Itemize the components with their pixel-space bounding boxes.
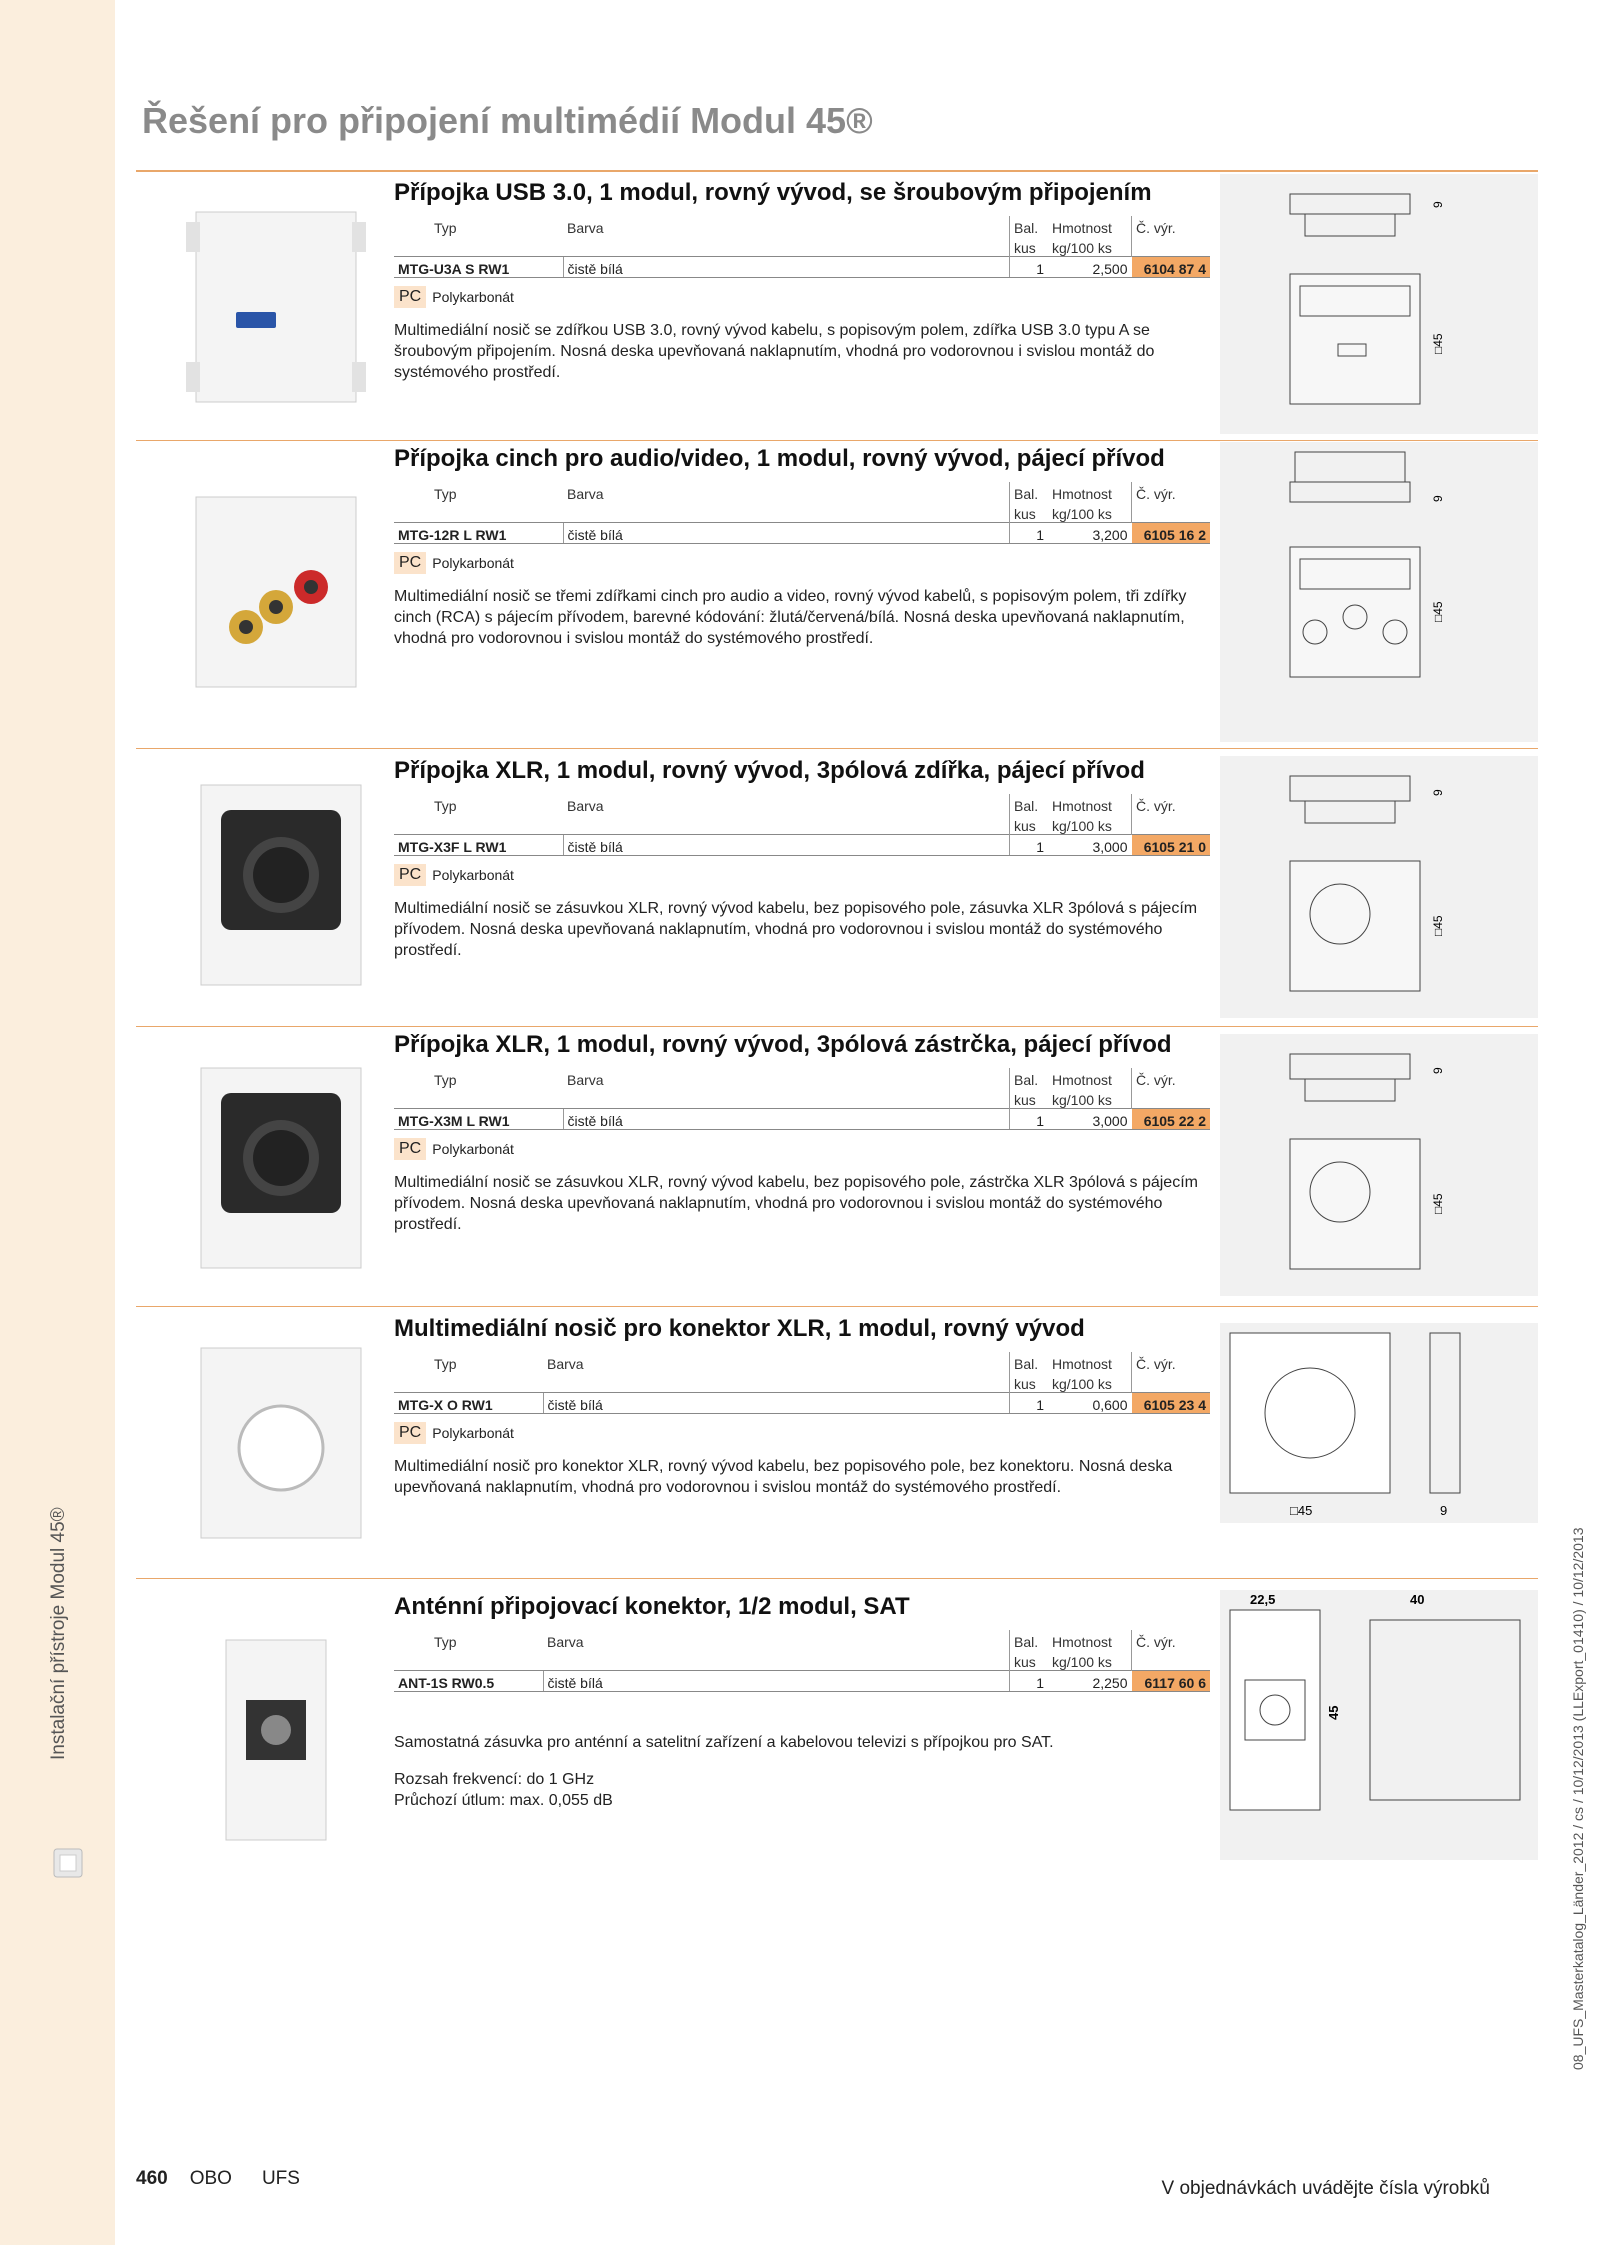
series: UFS bbox=[261, 2168, 300, 2189]
material-row: PC Polykarbonát bbox=[394, 552, 1210, 574]
product-photo-usb bbox=[166, 202, 396, 422]
product-heading: Přípojka XLR, 1 modul, rovný vývod, 3pólová zdířka, pájecí přívod bbox=[394, 757, 1145, 784]
product-section bbox=[136, 442, 1538, 750]
svg-text:□45: □45 bbox=[1431, 601, 1445, 622]
left-margin-strip bbox=[0, 0, 115, 2245]
product-code: MTG-X3F L RW1 bbox=[394, 835, 563, 856]
svg-text:22,5: 22,5 bbox=[1250, 1592, 1276, 1607]
product-photo-xlr-carrier bbox=[166, 1338, 396, 1558]
product-heading: Anténní připojovací konektor, 1/2 modul, SAT bbox=[394, 1593, 910, 1620]
product-section bbox=[136, 1028, 1538, 1308]
section-divider bbox=[136, 440, 1538, 441]
svg-text:45: 45 bbox=[1326, 1705, 1341, 1720]
technical-drawing-antenna bbox=[1220, 1590, 1538, 1860]
svg-text:9: 9 bbox=[1431, 495, 1445, 502]
order-number: 6105 21 0 bbox=[1132, 835, 1211, 856]
section-divider bbox=[136, 1026, 1538, 1027]
svg-text:□45: □45 bbox=[1290, 1503, 1313, 1518]
frequency-range: Rozsah frekvencí: do 1 GHz bbox=[394, 1771, 595, 1788]
technical-drawing-cinch bbox=[1220, 442, 1538, 742]
product-section bbox=[136, 750, 1538, 1028]
technical-drawing-usb bbox=[1220, 174, 1538, 434]
svg-text:□45: □45 bbox=[1431, 333, 1445, 354]
spec-table: Typ Barva Bal. Hmotnost Č. výr. kus kg/100 ks MTG-U3A S RW1 čistě bílá 1 2,500 6104 87 4 bbox=[394, 216, 1210, 278]
product-code: ANT-1S RW0.5 bbox=[394, 1671, 543, 1692]
product-description: Samostatná zásuvka pro anténní a satelitní zařízení a kabelovou televizi s přípojkou pro SAT. bbox=[394, 1734, 1054, 1751]
section-divider bbox=[136, 1578, 1538, 1579]
product-code: MTG-X O RW1 bbox=[394, 1393, 543, 1414]
material-row: PC Polykarbonát bbox=[394, 864, 1210, 886]
product-code: MTG-12R L RW1 bbox=[394, 523, 563, 544]
product-photo-antenna bbox=[166, 1630, 396, 1860]
order-number: 6105 23 4 bbox=[1132, 1393, 1211, 1414]
technical-drawing-xlr-male bbox=[1220, 1034, 1538, 1296]
page-number: 460 bbox=[136, 2168, 168, 2189]
svg-text:9: 9 bbox=[1431, 789, 1445, 796]
technical-drawing-xlr-female bbox=[1220, 756, 1538, 1018]
product-description: Multimediální nosič pro konektor XLR, rovný vývod kabelu, bez popisového pole, bez konektoru. Nosná deska upevňovaná naklapnutím, vhodná pro vodorovnou i svislou montáž do systémového prostředí. bbox=[394, 1458, 1173, 1496]
brand: OBO bbox=[189, 2168, 232, 2189]
section-divider bbox=[136, 748, 1538, 749]
page-title: Řešení pro připojení multimédií Modul 45® bbox=[142, 100, 873, 141]
product-photo-xlr-male bbox=[166, 1058, 396, 1288]
product-code: MTG-X3M L RW1 bbox=[394, 1109, 563, 1130]
product-section bbox=[136, 1308, 1538, 1580]
side-chapter-label: Instalační přístroje Modul 45® bbox=[48, 1507, 69, 1760]
svg-text:9: 9 bbox=[1431, 201, 1445, 208]
technical-drawing-xlr-carrier bbox=[1220, 1323, 1538, 1523]
order-number: 6104 87 4 bbox=[1132, 257, 1211, 278]
product-section bbox=[136, 1580, 1538, 1880]
module-icon bbox=[50, 1845, 86, 1881]
product-photo-xlr-female bbox=[166, 775, 396, 1005]
svg-text:□45: □45 bbox=[1431, 1193, 1445, 1214]
product-description: Multimediální nosič se třemi zdířkami cinch pro audio a video, rovný vývod kabelů, s popisovým polem, tři zdířky cinch (RCA) s pájecím přívodem, barevné kódování: žlutá/červená/bílá. Nosná deska upevňovaná naklapnutím, vhodná pro vodorovnou i svislou montáž do systémového prostředí. bbox=[394, 588, 1187, 647]
order-number: 6105 22 2 bbox=[1132, 1109, 1211, 1130]
side-meta: 08_UFS_Masterkatalog_Länder_2012 / cs / 10/12/2013 (LLExport_01410) / 10/12/2013 bbox=[1570, 1527, 1586, 2070]
order-number: 6117 60 6 bbox=[1132, 1671, 1211, 1692]
footer-left bbox=[136, 2168, 330, 2190]
product-section bbox=[136, 172, 1538, 442]
product-heading: Přípojka USB 3.0, 1 modul, rovný vývod, se šroubovým připojením bbox=[394, 179, 1152, 206]
spec-table: Typ Barva Bal. Hmotnost Č. výr. kus kg/100 ks MTG-X O RW1 čistě bílá 1 0,600 6105 23 4 bbox=[394, 1352, 1210, 1414]
spec-table: Typ Barva Bal. Hmotnost Č. výr. kus kg/100 ks MTG-12R L RW1 čistě bílá 1 3,200 6105 16 2 bbox=[394, 482, 1210, 544]
product-code: MTG-U3A S RW1 bbox=[394, 257, 563, 278]
material-row: PC Polykarbonát bbox=[394, 1138, 1210, 1160]
attenuation: Průchozí útlum: max. 0,055 dB bbox=[394, 1792, 613, 1809]
product-heading: Přípojka cinch pro audio/video, 1 modul, rovný vývod, pájecí přívod bbox=[394, 445, 1165, 472]
svg-text:9: 9 bbox=[1431, 1067, 1445, 1074]
material-row: PC Polykarbonát bbox=[394, 1422, 1210, 1444]
product-heading: Přípojka XLR, 1 modul, rovný vývod, 3pólová zástrčka, pájecí přívod bbox=[394, 1031, 1172, 1058]
svg-text:40: 40 bbox=[1410, 1592, 1425, 1607]
product-description: Multimediální nosič se zásuvkou XLR, rovný vývod kabelu, bez popisového pole, zástrčka XLR 3pólová s pájecím přívodem. Nosná deska upevňovaná naklapnutím, vhodná pro vodorovnou i svislou montáž do systémového prostředí. bbox=[394, 1174, 1198, 1233]
svg-text:9: 9 bbox=[1440, 1503, 1448, 1518]
product-heading: Multimediální nosič pro konektor XLR, 1 modul, rovný vývod bbox=[394, 1315, 1085, 1342]
order-number: 6105 16 2 bbox=[1132, 523, 1211, 544]
product-photo-cinch bbox=[166, 487, 396, 717]
material-row: PC Polykarbonát bbox=[394, 286, 1210, 308]
product-description: Multimediální nosič se zásuvkou XLR, rovný vývod kabelu, bez popisového pole, zásuvka XLR 3pólová s pájecím přívodem. Nosná deska upevňovaná naklapnutím, vhodná pro vodorovnou i svislou montáž do systémového prostředí. bbox=[394, 900, 1198, 959]
spec-table: Typ Barva Bal. Hmotnost Č. výr. kus kg/100 ks MTG-X3F L RW1 čistě bílá 1 3,000 6105 21 0 bbox=[394, 794, 1210, 856]
product-description: Multimediální nosič se zdířkou USB 3.0, rovný vývod kabelu, s popisovým polem, zdířka USB 3.0 typu A se šroubovým připojením. Nosná deska upevňovaná naklapnutím, vhodná pro vodorovnou i svislou montáž do systémového prostředí. bbox=[394, 322, 1155, 381]
footer-note: V objednávkách uvádějte čísla výrobků bbox=[1161, 2178, 1490, 2199]
spec-table: Typ Barva Bal. Hmotnost Č. výr. kus kg/100 ks ANT-1S RW0.5 čistě bílá 1 2,250 6117 60 6 bbox=[394, 1630, 1210, 1692]
section-divider bbox=[136, 1306, 1538, 1307]
svg-text:□45: □45 bbox=[1431, 915, 1445, 936]
spec-table: Typ Barva Bal. Hmotnost Č. výr. kus kg/100 ks MTG-X3M L RW1 čistě bílá 1 3,000 6105 22 2 bbox=[394, 1068, 1210, 1130]
